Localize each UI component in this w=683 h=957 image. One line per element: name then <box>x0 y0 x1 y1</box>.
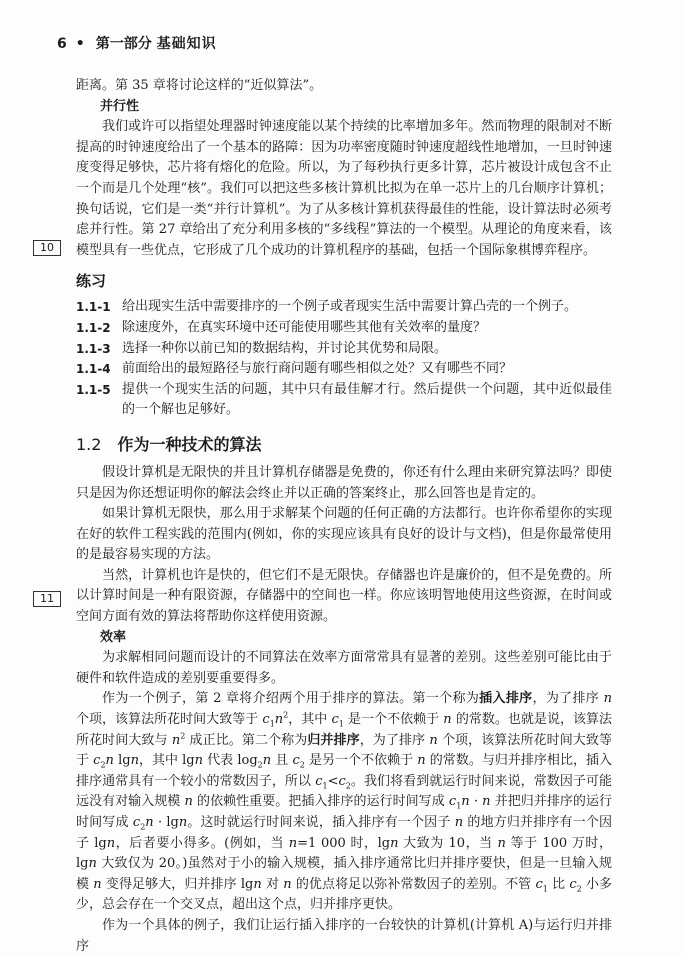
math-variable: c <box>535 876 543 892</box>
exercise-number: 1.1-5 <box>76 382 111 397</box>
parallelism-heading: 并行性 <box>100 98 140 114</box>
text-run: 大致仅为 20。)虽然对于小的输入规模，插入排序通常比归并排序要快，但是一旦输入规模 <box>76 856 612 892</box>
math-variable: n <box>171 732 181 748</box>
math-variable: n <box>461 794 470 810</box>
text-run: 并把归并排序的运行时间写成 <box>76 794 613 830</box>
exercise-text: 给出现实生活中需要排序的一个例子或者现实生活中需要计算凸壳的一个例子。 <box>122 299 578 315</box>
math-variable: n <box>454 815 464 830</box>
text-run: =1 000 时，lg <box>297 835 391 851</box>
text-run: 个项，该算法所花时间大致等于 <box>76 732 612 769</box>
math-variable: n <box>93 876 102 892</box>
section-heading <box>76 431 612 459</box>
math-variable: n <box>482 794 491 810</box>
math-variable: c <box>331 712 339 728</box>
section-paragraph: 假设计算机是无限快的并且计算机存储器是免费的，你还有什么理由来研究算法吗？即使只是因为你还想证明你的解法会终止并以正确的答案终止，那么回答也是肯定的。 <box>76 464 612 501</box>
math-variable: c <box>569 876 577 892</box>
exercise-text: 除速度外，在真实环境中还可能使用哪些其他有关效率的量度？ <box>122 319 487 335</box>
page-body <box>76 76 612 957</box>
text-run: 的常数。也就是说，该算法所花时间大致与 <box>76 712 613 748</box>
math-superscript: 2 <box>283 710 289 720</box>
math-variable: n <box>105 753 114 769</box>
bold-term: 归并排序 <box>307 732 360 748</box>
text-run: 代表 log <box>203 753 258 769</box>
text-run: ，其中 <box>288 712 332 728</box>
math-superscript: 2 <box>180 731 186 741</box>
text-run: 等于 100 万时，lg <box>76 835 612 872</box>
text-run: 的依赖性重要。把插入排序的运行时间写成 <box>192 794 449 810</box>
text-run: 的常数。与归并排序相比，插入排序通常具有一个较小的常数因子，所以 <box>76 753 613 789</box>
math-variable: c <box>448 794 457 810</box>
math-subscript: 2 <box>140 822 146 832</box>
math-variable: c <box>132 815 141 830</box>
math-subscript: 1 <box>542 884 548 894</box>
math-subscript: 1 <box>456 802 462 811</box>
text-run: ，为了排序 <box>359 732 430 748</box>
math-variable: n <box>283 876 292 892</box>
math-subscript: 2 <box>345 781 351 791</box>
math-variable: n <box>130 753 139 769</box>
exercise-item <box>76 380 612 421</box>
math-subscript: 2 <box>100 760 106 770</box>
section-paragraph: 当然，计算机也许是快的，但它们不是无限快。存储器也许是廉价的，但不是免费的。所以计算时间是一种有限资源，存储器中的空间也一样。你应该明智地使用这些资源，在时间或空间方面有效的算法将帮助你这样使用资源。 <box>76 567 612 625</box>
text-run: 小多少，总会存在一个交叉点，超出这个点，归并排序更快。 <box>76 876 613 913</box>
text-run: 作为一个例子，第 2 章将介绍两个用于排序的算法。第一个称为 <box>102 691 480 707</box>
math-subscript: 1 <box>322 781 328 791</box>
text-run: 。这时就运行时间来说，插入排序有一个因子 <box>187 815 455 830</box>
math-variable: n <box>497 835 506 851</box>
margin-page-number: 10 <box>33 240 61 256</box>
text-run: lg <box>113 753 131 769</box>
math-variable: n <box>274 712 284 728</box>
exercise-number: 1.1-3 <box>76 341 111 356</box>
text-run: 个项，该算法所花时间大致等于 <box>76 712 263 728</box>
text-run: ，为了排序 <box>532 691 604 707</box>
exercise-item <box>76 359 612 380</box>
math-variable: n <box>194 753 204 769</box>
text-run: 。我们将看到就运行时间来说，常数因子可能远没有对输入规模 <box>76 773 612 810</box>
exercises-heading: 练习 <box>76 272 107 291</box>
bold-term: 插入排序 <box>479 691 533 707</box>
text-run: 成正比。第二个称为 <box>185 732 308 748</box>
math-variable: n <box>184 794 193 810</box>
header-part: 第一部分 <box>95 36 152 52</box>
section-paragraph: 如果计算机无限快，那么用于求解某个问题的任何正确的方法都行。也许你希望你的实现在好的软件工程实践的范围内(例如，你的实现应该具有良好的设计与文档)，但是你最常使用的是最容易实现的方法。 <box>76 506 612 563</box>
math-variable: n <box>443 712 452 728</box>
intro-paragraph: 距离。第 35 章将讨论这样的“近似算法”。 <box>76 78 323 93</box>
math-variable: n <box>288 835 298 851</box>
efficiency-paragraph: 为求解相同问题而设计的不同算法在效率方面常常具有显著的差别。这些差别可能比由于硬件和软件造成的差别要重要得多。 <box>76 650 612 686</box>
math-variable: n <box>88 856 97 872</box>
text-run: ，后者要小得多。(例如，当 <box>115 835 289 851</box>
math-variable: n <box>253 876 262 892</box>
margin-page-number: 11 <box>33 591 61 607</box>
efficiency-math-paragraph <box>76 689 612 916</box>
text-run: 变得足够大，归并排序 lg <box>101 876 254 892</box>
text-run: 的优点将足以弥补常数因子的差别。不管 <box>291 876 536 892</box>
math-subscript: 2 <box>257 760 263 770</box>
text-run: 是一个不依赖于 <box>343 712 444 728</box>
exercise-text: 提供一个现实生活的问题，其中只有最佳解才行。然后提供一个问题，其中近似最佳的一个解也足够好。 <box>122 381 612 418</box>
exercise-item <box>76 339 612 360</box>
text-run: · lg <box>153 815 179 830</box>
exercise-text: 前面给出的最短路径与旅行商问题有哪些相似之处？又有哪些不同？ <box>122 361 513 377</box>
math-variable: c <box>93 753 101 769</box>
exercise-list <box>76 297 612 421</box>
section-title: 作为一种技术的算法 <box>117 434 262 454</box>
exercise-text: 选择一种你以前已知的数据结构，并讨论其优势和局限。 <box>122 340 448 356</box>
parallelism-paragraph: 我们或许可以指望处理器时钟速度能以某个持续的比率增加多年。然而物理的限制对不断提高的时钟速度给出了一个基本的路障：因为功率密度随时钟速度超线性地增加，一旦时钟速度变得足够快，芯片将有熔化的危险。所以，为了每秒执行更多计算，芯片被设计成包含不止一个而是几个处理“核”。我们可以把这些多核计算机比拟为在单一芯片上的几台顺序计算机；换句话说，它们是一类“并行计算机”。为了从多核计算机获得最佳的性能，设计算法时必须考虑并行性。第 27 章给出了充分利用多核的“多线程”算法的一个模型。从理论的角度来看，该模型具有一些优点，它形成了几个成功的计算机程序的基础，包括一个国际象棋博弈程序。 <box>76 119 612 258</box>
math-variable: n <box>145 815 154 830</box>
math-variable: n <box>417 753 426 769</box>
math-variable: n <box>262 753 272 769</box>
exercise-number: 1.1-4 <box>76 362 111 377</box>
header-page-number: 6 <box>57 36 67 52</box>
exercise-item <box>76 318 612 339</box>
math-variable: n <box>106 835 116 851</box>
text-run: 比 <box>547 876 570 892</box>
math-variable: n <box>603 691 612 707</box>
math-variable: n <box>429 732 438 748</box>
math-subscript: 1 <box>338 719 344 729</box>
math-subscript: 2 <box>576 884 582 894</box>
text-run: 且 <box>271 753 293 769</box>
text-run: · <box>469 794 483 810</box>
text-run: < <box>327 773 339 789</box>
text-run: 对 <box>261 876 284 892</box>
math-subscript: 1 <box>269 719 275 729</box>
text-run: 的地方归并排序有一个因子 lg <box>76 815 612 851</box>
efficiency-heading: 效率 <box>100 629 127 645</box>
efficiency-paragraph: 作为一个具体的例子，我们让运行插入排序的一台较快的计算机(计算机 A)与运行归并排序 <box>76 917 612 954</box>
math-variable: n <box>178 815 188 830</box>
math-subscript: 2 <box>299 760 305 770</box>
exercise-item <box>76 297 612 318</box>
math-variable: c <box>292 753 300 769</box>
text-run: 大致为 10，当 <box>398 835 498 851</box>
header-part-title: 基础知识 <box>156 36 217 52</box>
exercise-number: 1.1-1 <box>76 300 111 315</box>
section-number: 1.2 <box>76 434 102 454</box>
math-variable: c <box>338 773 346 789</box>
math-variable: c <box>262 712 270 728</box>
text-run: 是另一个不依赖于 <box>304 753 418 769</box>
exercise-number: 1.1-2 <box>76 320 111 335</box>
text-run: ，其中 lg <box>138 753 195 769</box>
header-bullet: • <box>75 36 85 52</box>
math-variable: n <box>390 835 399 851</box>
running-header <box>57 33 217 53</box>
math-variable: c <box>315 773 323 789</box>
